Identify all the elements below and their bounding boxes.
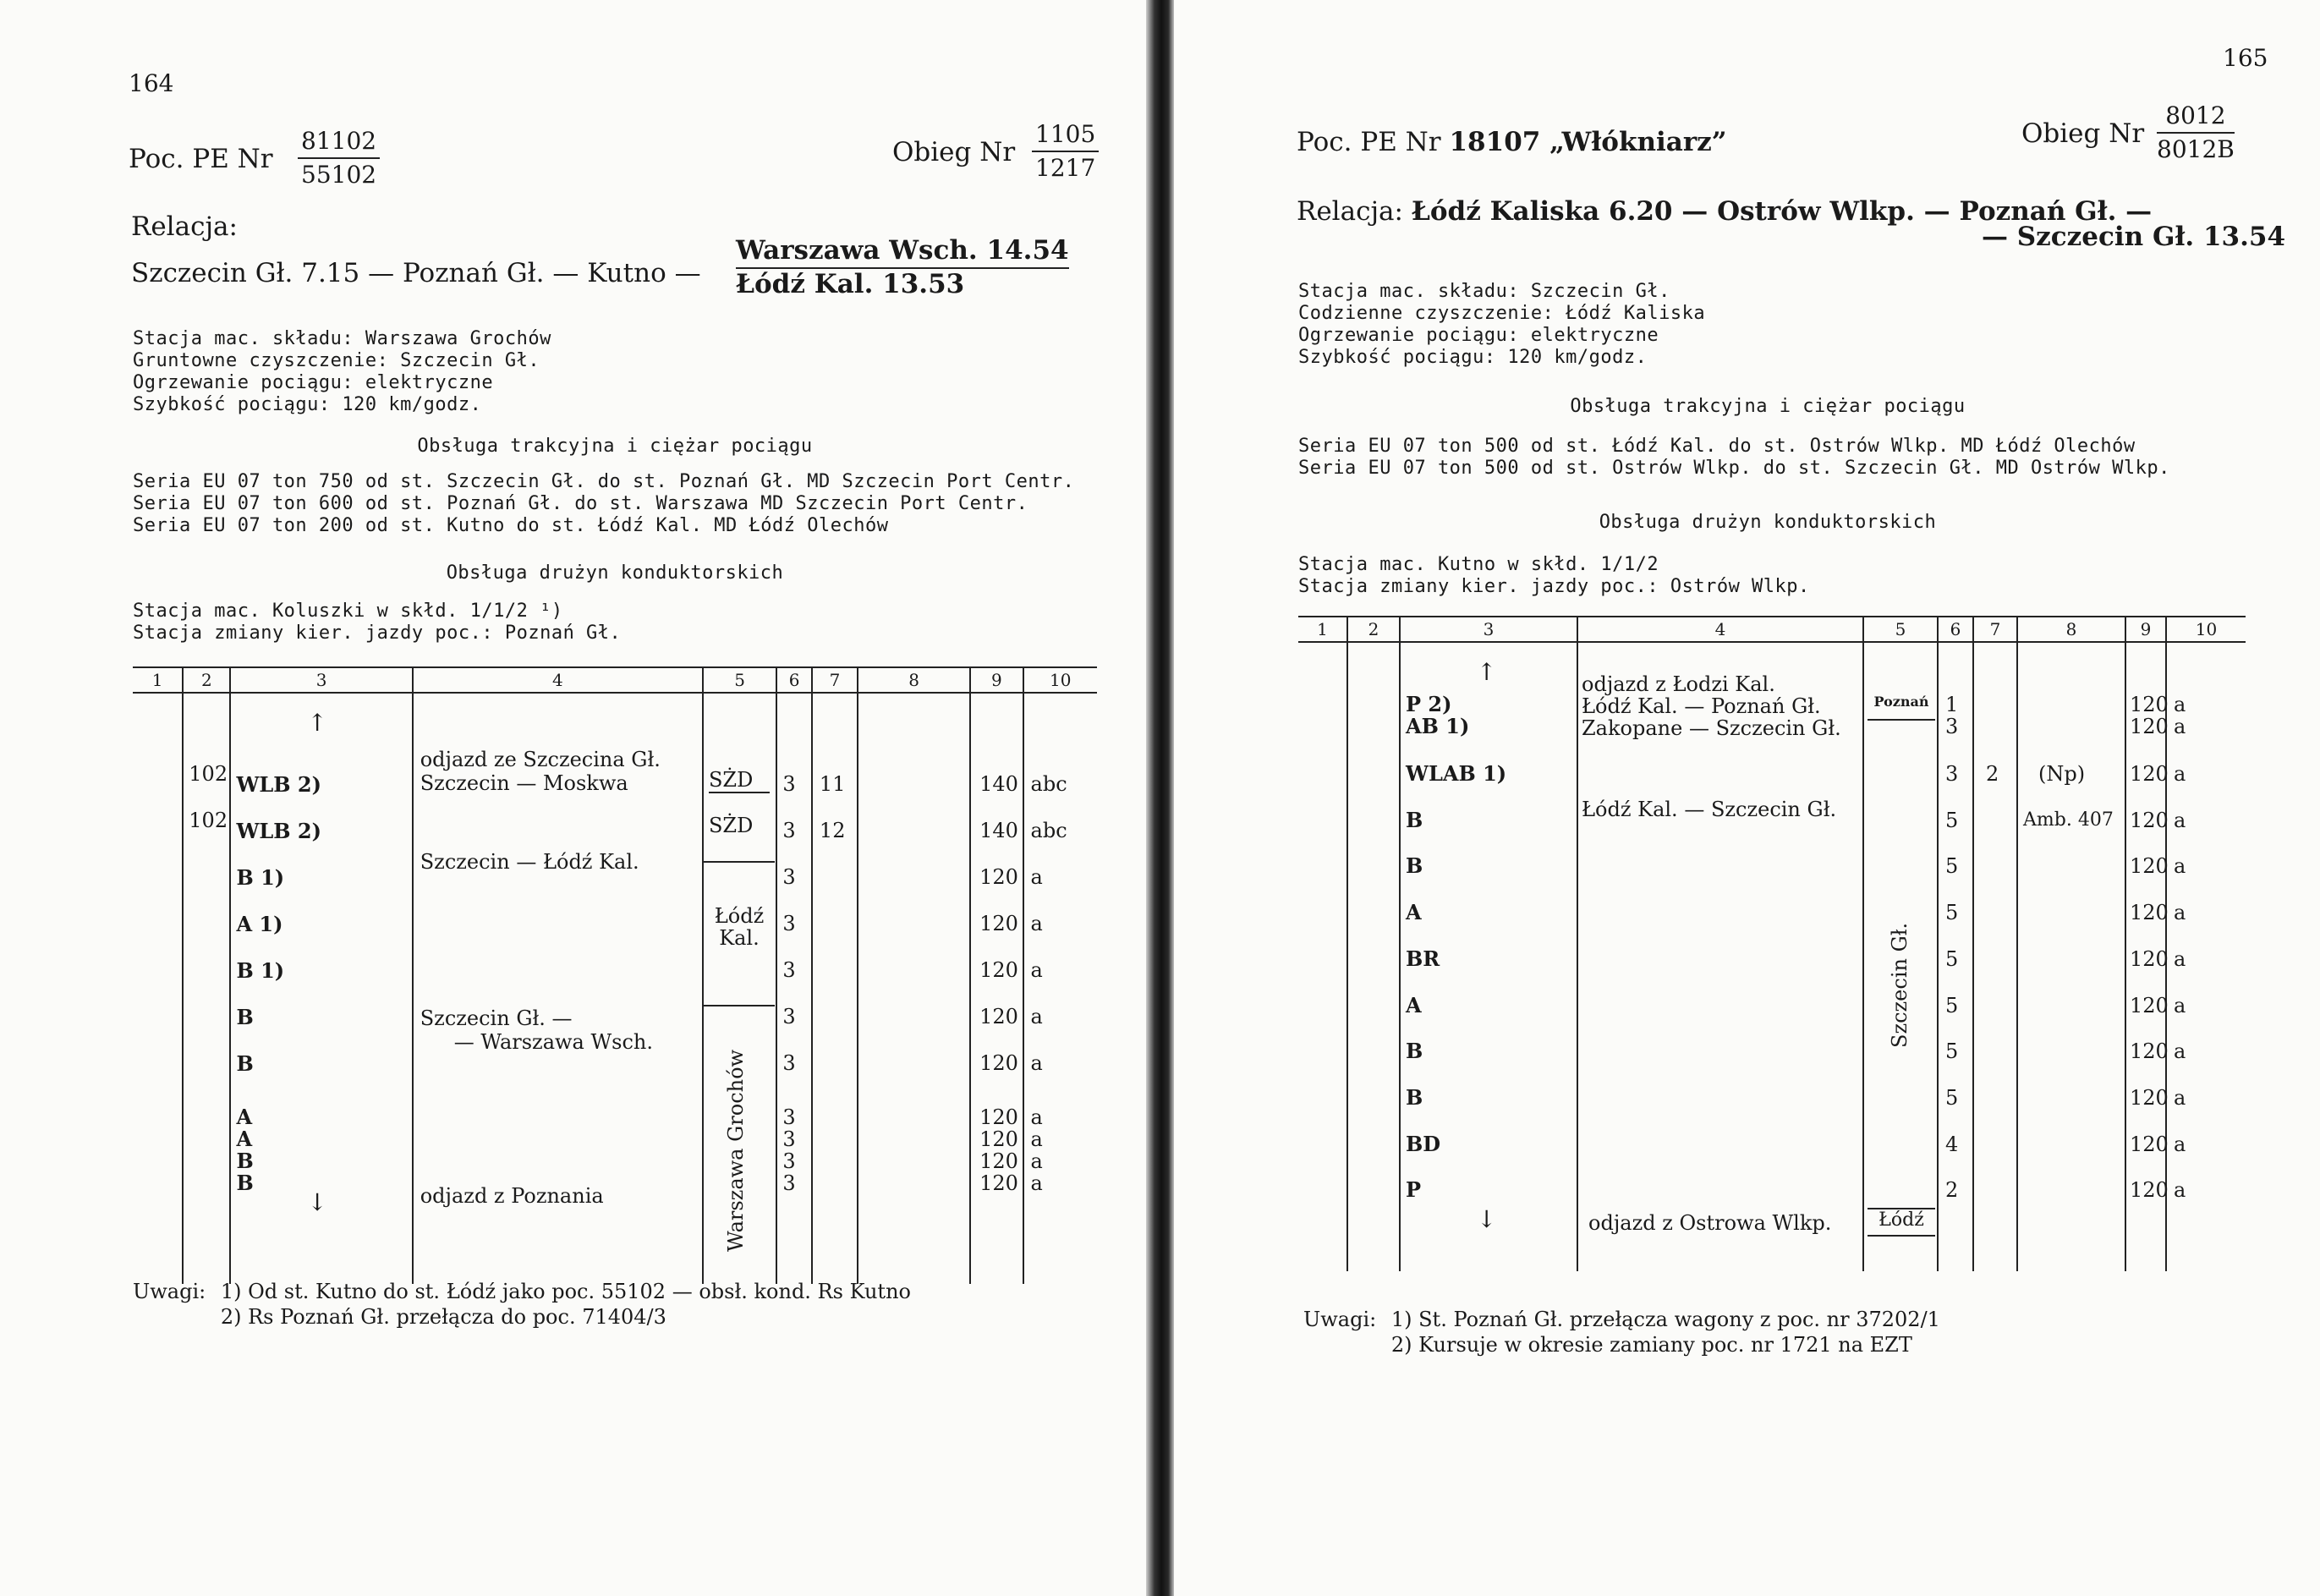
wagon-type: B 1) [236, 958, 285, 983]
conductor-line: Stacja zmiany kier. jazdy poc.: Poznań Gł. [133, 622, 622, 644]
speed-values-tight [979, 1106, 1018, 1194]
column-header: 10 [2166, 617, 2246, 642]
service-szd: SŻD [709, 768, 770, 793]
departure-end: odjazd z Poznania [420, 1184, 604, 1208]
column-header: 5 [1863, 617, 1938, 642]
conductor-title: Obsługa drużyn konduktorskich [446, 562, 784, 584]
info-line: Gruntowne czyszczenie: Szczecin Gł. [133, 350, 540, 371]
train-label: Poc. PE Nr [1297, 127, 1441, 157]
info-line: Szybkość pociągu: 120 km/godz. [1298, 347, 1648, 368]
speed-value: 120 [979, 958, 1018, 982]
speed-values [979, 761, 1018, 1087]
conductor-block [133, 601, 621, 644]
wagon-type: A [1406, 992, 1422, 1017]
wagon-type: BR [1406, 946, 1440, 971]
column-header: 3 [230, 667, 412, 693]
cell [1298, 642, 1347, 1271]
wagon-types [236, 761, 321, 1087]
service-szczecin: Szczecin Gł. [1888, 922, 1911, 1049]
arrow-up-icon: ↑ [307, 709, 327, 737]
brake-values [2174, 751, 2186, 1214]
left-page [0, 0, 1146, 1596]
arrow-down-icon: ↓ [1477, 1205, 1497, 1233]
conductor-line: Stacja zmiany kier. jazdy poc.: Ostrów Wlkp. [1298, 576, 1810, 597]
wagon-type: WLB 2) [236, 819, 321, 843]
speed-value: 120 [2130, 1178, 2169, 1203]
speed-values-top [2130, 694, 2169, 738]
speed-value: 120 [979, 1051, 1018, 1075]
relation-line: Szczecin Gł. 7.15 — Poznań Gł. — Kutno — [131, 258, 701, 288]
wagon-type: P 2) [1406, 692, 1452, 716]
class-value: 5 [1945, 993, 1959, 1017]
info-line: Ogrzewanie pociągu: elektryczne [1298, 325, 1659, 346]
traction-block [133, 471, 1074, 537]
departure-end: odjazd z Ostrowa Wlkp. [1588, 1211, 1832, 1235]
wagon-type: P [1406, 1177, 1422, 1203]
extra-value: (Np) [2038, 762, 2086, 786]
relation-end-warszawa: Warszawa Wsch. 14.54 [736, 235, 1069, 269]
wagon-types [1406, 751, 1506, 1214]
brake-value: a [1030, 1105, 1043, 1129]
notes [1303, 1307, 1940, 1357]
column-header: 7 [812, 667, 858, 693]
cell [133, 693, 183, 1284]
circulation-label: Obieg Nr [2021, 118, 2145, 149]
column-header: 2 [183, 667, 230, 693]
column-header: 1 [1298, 617, 1347, 642]
column-header: 8 [2017, 617, 2125, 642]
train-heading [1297, 127, 1727, 157]
composition-table [1298, 616, 2246, 1271]
class-value: 3 [782, 865, 796, 889]
service-warszawa-grochow: Warszawa Grochów [723, 1049, 748, 1252]
brake-value: a [2174, 715, 2186, 738]
route-szczecin-moskwa [420, 748, 661, 795]
info-line: Stacja mac. składu: Warszawa Grochów [133, 328, 551, 349]
wagon-type: B 1) [236, 865, 285, 890]
wagon-types-top [1406, 694, 1469, 738]
traction-line: Seria EU 07 ton 500 od st. Łódź Kal. do st. Ostrów Wlkp. MD Łódź Olechów [1298, 436, 2136, 457]
col10-cell [2166, 642, 2246, 1271]
circulation-number-fraction [1032, 118, 1099, 184]
circulation-number-bottom: 8012B [2157, 135, 2235, 163]
circulation-number-top: 8012 [2157, 100, 2235, 134]
speed-value: 120 [2130, 1085, 2169, 1110]
note-line: 2) Rs Poznań Gł. przełącza do poc. 71404/3 [220, 1305, 666, 1329]
class-value: 5 [1945, 854, 1959, 879]
wagon-type: A [1406, 900, 1422, 925]
class-value: 4 [1945, 1132, 1959, 1156]
wagon-type: B [236, 1171, 254, 1195]
col2-cell [183, 693, 230, 1284]
brake-value: a [2174, 1132, 2186, 1156]
traction-line: Seria EU 07 ton 750 od st. Szczecin Gł. do st. Poznań Gł. MD Szczecin Port Centr. [133, 471, 1075, 492]
circulation-label: Obieg Nr [892, 137, 1016, 167]
column-header: 8 [858, 667, 970, 693]
brake-value: a [2174, 762, 2186, 786]
col3-cell [230, 693, 412, 1284]
column-header: 3 [1400, 617, 1577, 642]
brake-value: a [1030, 1171, 1043, 1195]
table-body-row [133, 693, 1097, 1284]
info-block [1298, 281, 1705, 369]
relation-label: Relacja: [131, 211, 238, 242]
notes-label: Uwagi: [1303, 1308, 1377, 1331]
traction-line: Seria EU 07 ton 200 od st. Kutno do st. Łódź Kal. MD Łódź Olechów [133, 515, 889, 536]
class-value: 1 [1945, 693, 1959, 716]
speed-value: 120 [979, 865, 1018, 889]
class-value: 5 [1945, 1085, 1959, 1110]
circulation-number-fraction [2157, 100, 2235, 166]
class-values [1945, 751, 1958, 1214]
class-values [782, 761, 795, 1087]
speed-value: 140 [979, 772, 1018, 796]
route-line: Zakopane — Szczecin Gł. [1582, 716, 1841, 740]
col7-cell [812, 693, 858, 1284]
speed-value: 120 [979, 1105, 1018, 1129]
wagon-types-tight [236, 1106, 253, 1194]
col6-cell [1938, 642, 1973, 1271]
wagon-type: A [236, 1127, 253, 1151]
train-number-fraction [298, 125, 380, 191]
train-name: 18107 „Włókniarz” [1449, 127, 1727, 157]
col9-cell [2125, 642, 2169, 1271]
table-header [1298, 617, 2246, 642]
notes-col8 [2023, 751, 2114, 843]
brake-value: a [2174, 993, 2186, 1017]
brake-value: a [2174, 808, 2186, 832]
brake-value: a [2174, 693, 2186, 716]
brake-value: abc [1030, 772, 1067, 796]
brake-value: a [1030, 912, 1043, 935]
speed-value: 120 [979, 1005, 1018, 1028]
speed-value: 120 [979, 1127, 1018, 1151]
info-block [133, 328, 551, 416]
wagon-type: B [1406, 1039, 1423, 1064]
arrow-down-icon: ↓ [307, 1188, 327, 1216]
class-value: 5 [1945, 946, 1959, 971]
route-line: Łódź Kal. — Poznań Gł. [1582, 694, 1821, 718]
column-header: 9 [970, 667, 1023, 693]
speed-value: 120 [2130, 715, 2169, 738]
notes [133, 1279, 911, 1330]
wagon-type: WLB 2) [236, 772, 321, 797]
route-szczecin-lodz: Szczecin — Łódź Kal. [420, 850, 639, 874]
wagon-type: A 1) [236, 912, 283, 936]
column-header: 10 [1023, 667, 1097, 693]
wagon-type: B [1406, 1084, 1423, 1110]
cell [1347, 642, 1400, 1271]
brake-value: a [1030, 865, 1043, 889]
brake-value: a [1030, 958, 1043, 982]
service-szd: SŻD [708, 814, 754, 837]
column-header: 2 [1347, 617, 1400, 642]
class-value: 5 [1945, 1039, 1959, 1064]
train-number-top: 81102 [298, 125, 380, 159]
class-values-tight [782, 1106, 795, 1194]
service-poznan: Poznań [1873, 694, 1929, 710]
circulation-number-bottom: 1217 [1035, 154, 1096, 182]
speed-value: 120 [2130, 901, 2169, 925]
route-line: odjazd ze Szczecina Gł. [420, 748, 661, 771]
col10-cell [1023, 693, 1097, 1284]
class-value: 3 [782, 1051, 796, 1075]
class-value: 3 [782, 1105, 796, 1129]
class-value: 2 [1945, 1178, 1959, 1203]
notes-list [221, 1279, 911, 1330]
wagon-type: AB 1) [1406, 714, 1470, 738]
brake-value: a [2174, 901, 2186, 925]
brake-value: abc [1030, 819, 1067, 842]
brake-value: a [2174, 946, 2186, 971]
wagon-type: B [236, 1005, 254, 1029]
brake-value: a [2174, 1085, 2186, 1110]
traction-line: Seria EU 07 ton 600 od st. Poznań Gł. do st. Warszawa MD Szczecin Port Centr. [133, 493, 1028, 514]
note-line: 1) St. Poznań Gł. przełącza wagony z poc. nr 37202/1 [1390, 1308, 1940, 1331]
speed-values [2130, 751, 2169, 1214]
relation-line: Łódź Kaliska 6.20 — Ostrów Wlkp. — Poznań Gł. — [1411, 196, 2153, 227]
class-value: 3 [1945, 715, 1959, 738]
route-szczecin-warszawa [420, 1006, 653, 1054]
speed-value: 120 [2130, 1132, 2169, 1156]
class-value: 5 [1945, 901, 1959, 925]
col6-cell [776, 693, 812, 1284]
train-number-bottom: 55102 [301, 161, 377, 189]
wagon-type: WLAB 1) [1406, 761, 1507, 786]
notes-label: Uwagi: [133, 1280, 206, 1303]
relation-end-lodz: Łódź Kal. 13.53 [736, 269, 965, 299]
wagon-type: A [236, 1105, 253, 1129]
traction-line: Seria EU 07 ton 500 od st. Ostrów Wlkp. do st. Szczecin Gł. MD Ostrów Wlkp. [1298, 458, 2170, 479]
speed-value: 120 [2130, 808, 2169, 832]
table-body-row [1298, 642, 2246, 1271]
column-header: 9 [2125, 617, 2166, 642]
speed-value: 120 [979, 1149, 1018, 1173]
brake-value: a [2174, 854, 2186, 879]
speed-value: 120 [2130, 762, 2169, 786]
brake-value: a [1030, 1149, 1043, 1173]
col9-cell [970, 693, 1023, 1284]
route-lodz-szczecin: Łódź Kal. — Szczecin Gł. [1582, 798, 1837, 821]
route-line: — Warszawa Wsch. [453, 1030, 653, 1054]
conductor-title: Obsługa drużyn konduktorskich [1599, 512, 1937, 533]
seat-value: 2 [1986, 762, 1999, 786]
divider [1868, 719, 1935, 721]
class-values-top [1945, 694, 1958, 738]
class-value: 3 [1945, 762, 1959, 786]
brake-values-tight [1031, 1106, 1043, 1194]
class-value: 3 [782, 1127, 796, 1151]
circulation-number-top: 1105 [1032, 118, 1099, 152]
traction-block [1298, 436, 2170, 480]
col8-cell [2017, 642, 2125, 1271]
book-gutter [1146, 0, 1174, 1596]
class-value: 3 [782, 819, 796, 842]
route-line: Szczecin — Moskwa [420, 771, 628, 795]
col8-cell [858, 693, 970, 1284]
brake-value: a [2174, 1178, 2186, 1203]
speed-value: 120 [979, 912, 1018, 935]
speed-value: 120 [2130, 854, 2169, 879]
speed-value: 120 [2130, 946, 2169, 971]
wagon-type: BD [1406, 1131, 1441, 1156]
route-top [1582, 673, 1841, 739]
speed-value: 120 [2130, 693, 2169, 716]
col5-cell [1863, 642, 1938, 1271]
divider [704, 861, 775, 863]
speed-value: 140 [979, 819, 1018, 842]
class-value: 5 [1945, 808, 1959, 832]
composition-table [133, 666, 1097, 1284]
class-value: 3 [782, 912, 796, 935]
column-header: 5 [703, 667, 776, 693]
relation-label: Relacja: [1297, 196, 1403, 227]
wagon-number: 102 [189, 762, 228, 786]
column-header: 6 [776, 667, 812, 693]
notes-list [1391, 1307, 1940, 1357]
seat-value: 11 [819, 772, 846, 796]
brake-values-top [2174, 694, 2186, 738]
service-lodz: Łódź Kal. [714, 904, 765, 950]
seat-values [820, 761, 846, 854]
conductor-line: Stacja mac. Koluszki w skłd. 1/1/2 ¹) [133, 601, 563, 622]
info-line: Ogrzewanie pociągu: elektryczne [133, 372, 494, 393]
col4-cell [413, 693, 703, 1284]
departure-start: odjazd z Łodzi Kal. [1582, 672, 1775, 696]
column-header: 6 [1938, 617, 1973, 642]
note-line: 1) Od st. Kutno do st. Łódź jako poc. 55102 — obsł. kond. Rs Kutno [220, 1280, 911, 1303]
extra-value: Amb. 407 [2023, 809, 2114, 831]
seat-value: 12 [819, 819, 846, 842]
speed-value: 120 [979, 1171, 1018, 1195]
page-number: 165 [2223, 44, 2268, 72]
column-header: 7 [1973, 617, 2017, 642]
class-value: 3 [782, 958, 796, 982]
brake-value: a [1030, 1051, 1043, 1075]
brake-value: a [1030, 1127, 1043, 1151]
divider [1868, 1235, 1935, 1237]
col4-cell [1577, 642, 1863, 1271]
page-number: 164 [129, 69, 174, 97]
brake-value: a [1030, 1005, 1043, 1028]
info-line: Szybkość pociągu: 120 km/godz. [133, 394, 482, 415]
wagon-type: B [1406, 807, 1423, 832]
class-value: 3 [782, 1171, 796, 1195]
class-value: 3 [782, 1149, 796, 1173]
speed-value: 120 [2130, 993, 2169, 1017]
wagon-type: B [236, 1149, 254, 1173]
class-value: 3 [782, 772, 796, 796]
traction-title: Obsługa trakcyjna i ciężar pociągu [417, 436, 813, 457]
train-label: Poc. PE Nr [129, 144, 273, 174]
table-header [133, 667, 1097, 693]
wagon-type: B [1406, 853, 1423, 879]
column-header: 1 [133, 667, 183, 693]
wagon-type: B [236, 1051, 254, 1076]
class-value: 3 [782, 1005, 796, 1028]
column-header: 4 [413, 667, 703, 693]
arrow-up-icon: ↑ [1477, 658, 1497, 686]
relation-line-2: — Szczecin Gł. 13.54 [1982, 222, 2286, 252]
conductor-block [1298, 554, 1810, 598]
service-lodz: Łódź [1878, 1209, 1924, 1231]
divider [704, 1005, 775, 1006]
brake-value: a [2174, 1039, 2186, 1064]
col5-cell [703, 693, 776, 1284]
col7-cell [1973, 642, 2017, 1271]
speed-value: 120 [2130, 1039, 2169, 1064]
col3-cell [1400, 642, 1577, 1271]
route-line: Szczecin Gł. — [420, 1006, 573, 1030]
info-line: Stacja mac. składu: Szczecin Gł. [1298, 281, 1670, 302]
note-line: 2) Kursuje w okresie zamiany poc. nr 1721 na EZT [1390, 1333, 1912, 1357]
info-line: Codzienne czyszczenie: Łódź Kaliska [1298, 303, 1706, 324]
conductor-line: Stacja mac. Kutno w skłd. 1/1/2 [1298, 554, 1659, 575]
wagon-number: 102 [189, 809, 228, 832]
column-header: 4 [1577, 617, 1863, 642]
brake-values [1031, 761, 1067, 1087]
right-page [1174, 0, 2320, 1596]
traction-title: Obsługa trakcyjna i ciężar pociągu [1570, 396, 1966, 417]
